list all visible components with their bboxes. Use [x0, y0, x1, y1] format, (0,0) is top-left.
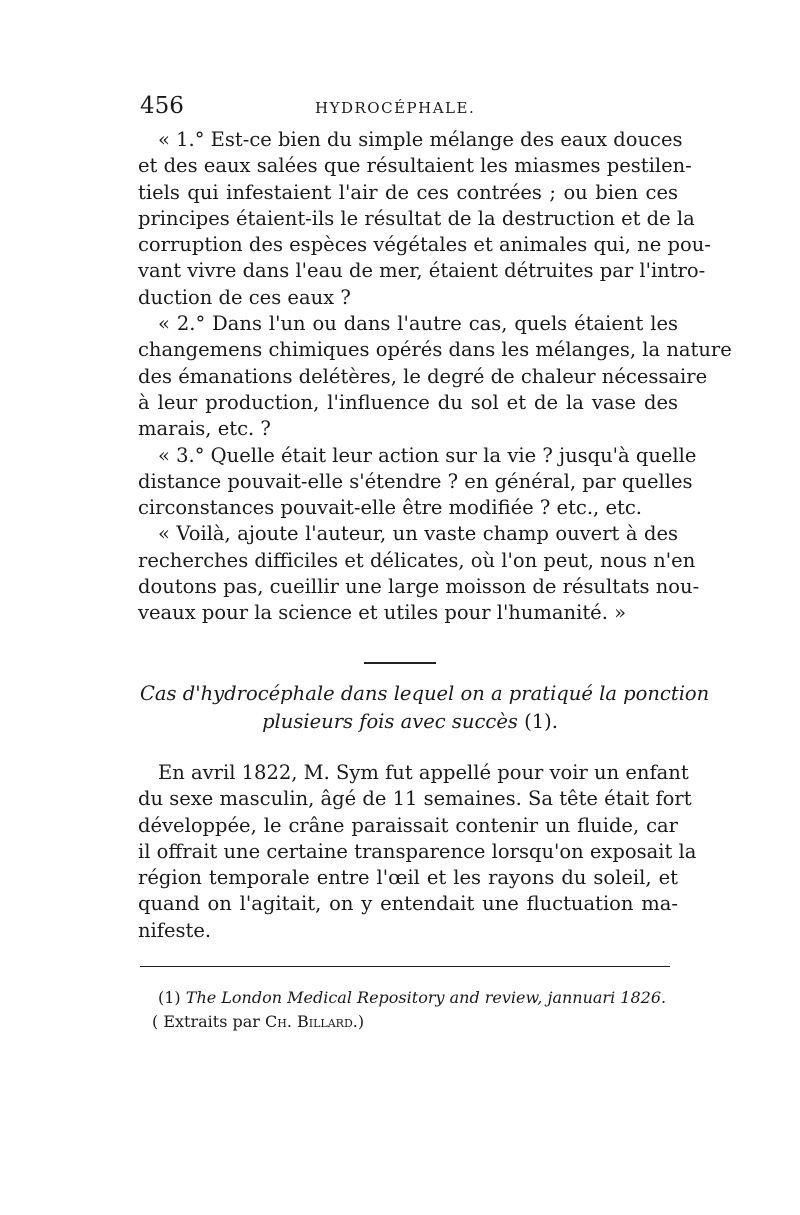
- text-line: En avril 1822, M. Sym fut appellé pour voir un enfant: [158, 761, 689, 784]
- text-line: « 2.° Dans l'un ou dans l'autre cas, quels étaient les: [158, 312, 678, 336]
- case-paragraph: [138, 760, 697, 944]
- text-line: veaux pour la science et utiles pour l'humanité. »: [138, 601, 627, 625]
- text-line: circonstances pouvait-elle être modifiée ? etc., etc.: [138, 496, 642, 520]
- text-line: à leur production, l'influence du sol et de la vase des: [138, 390, 678, 414]
- section-title-line: Cas d'hydrocéphale dans lequel on a pratiqué la ponction: [140, 682, 710, 705]
- footnote-marker: (1): [158, 988, 181, 1007]
- footnote-extract-suffix: .): [352, 1012, 365, 1031]
- text-line: corruption des espèces végétales et animales qui, ne pou-: [138, 233, 711, 257]
- text-line: tiels qui infestaient l'air de ces contrées ; ou bien ces: [138, 180, 678, 204]
- text-line: « 3.° Quelle était leur action sur la vie ? jusqu'à quelle: [158, 443, 697, 467]
- text-line: des émanations delétères, le degré de chaleur nécessaire: [138, 364, 708, 388]
- footnote-extract-prefix: ( Extraits par: [152, 1012, 266, 1031]
- footnote-author: Ch. Billard: [265, 1012, 353, 1031]
- text-line: marais, etc. ?: [138, 417, 271, 441]
- page-header: [140, 93, 675, 125]
- footnote-reference: (1).: [524, 710, 558, 733]
- section-title-line: [140, 708, 680, 736]
- footnote-line: [152, 1010, 678, 1034]
- text-line: développée, le crâne paraissait contenir un fluide, car: [138, 813, 678, 837]
- section-divider: [364, 662, 436, 664]
- text-line: nifeste.: [138, 918, 212, 942]
- footnote: [152, 986, 678, 1034]
- text-line: principes étaient-ils le résultat de la destruction et de la: [138, 206, 695, 230]
- text-line: changemens chimiques opérés dans les mélanges, la nature: [138, 338, 732, 362]
- footnote-rule: [140, 966, 670, 967]
- text-line: « 1.° Est-ce bien du simple mélange des eaux douces: [158, 128, 683, 151]
- text-line: doutons pas, cueillir une large moisson de résultats nou-: [138, 575, 700, 599]
- text-line: vant vivre dans l'eau de mer, étaient détruites par l'intro-: [138, 259, 706, 283]
- text-line: recherches difficiles et délicates, où l'on peut, nous n'en: [138, 548, 696, 572]
- body-paragraphs: [138, 127, 732, 627]
- text-line: région temporale entre l'œil et les rayons du soleil, et: [138, 866, 678, 890]
- running-title: HYDROCÉPHALE.: [315, 99, 476, 117]
- text-line: et des eaux salées que résultaient les miasmes pestilen-: [138, 154, 692, 178]
- section-title: [140, 680, 710, 736]
- text-line: duction de ces eaux ?: [138, 285, 351, 309]
- text-line: quand on l'agitait, on y entendait une fluctuation ma-: [138, 892, 678, 916]
- section-title-text: plusieurs fois avec succès: [262, 710, 518, 733]
- footnote-journal: The London Medical Repository and review, jannuari 1826.: [185, 988, 667, 1007]
- page-number: 456: [140, 93, 184, 119]
- text-line: « Voilà, ajoute l'auteur, un vaste champ ouvert à des: [158, 522, 678, 546]
- text-line: du sexe masculin, âgé de 11 semaines. Sa tête était fort: [138, 787, 692, 811]
- text-line: distance pouvait-elle s'étendre ? en général, par quelles: [138, 469, 693, 493]
- text-line: il offrait une certaine transparence lorsqu'on exposait la: [138, 839, 697, 863]
- footnote-line: [158, 986, 678, 1010]
